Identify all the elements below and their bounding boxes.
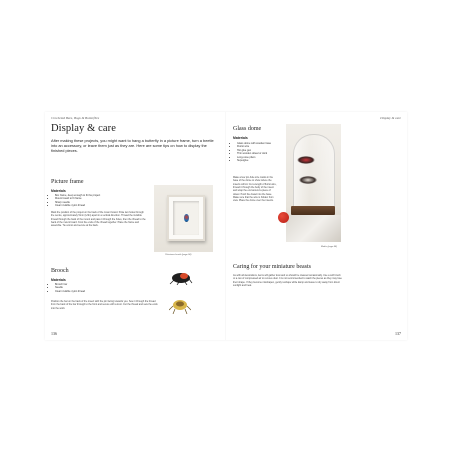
right-page [226, 112, 407, 340]
book-spread [45, 112, 407, 340]
list-item: • Box frame, deep enough to fit the project [55, 194, 151, 197]
glass-dome-materials-label: Materials [233, 136, 248, 140]
list-item: • Needle [55, 286, 151, 289]
brooch-heading: Brooch [51, 268, 69, 274]
wooden-base [291, 206, 335, 215]
glass-dome [293, 134, 335, 210]
brooch-instructions: Position the bar on the back of the insect with the pin facing towards you. Sew it through the thread from the back of the bar through to the front and secure with a knot. Cut the thread and sew the ends into the work. [51, 300, 158, 310]
caring-paragraph: As with all decorations, items will gather dust and so should be cleaned occasionally. Use a soft brush or a can of compressed air to remove dust. It is not recommended to wash the pieces as they may lose their shape. If they become misshapen, gently reshape while damp and leave to dry away from direct sunlight and heat. [233, 274, 342, 288]
running-head-right: Display & care [380, 116, 401, 120]
yellow-bug-brooch-icon [169, 296, 191, 314]
glass-dome-instructions: Make a few pin-hole size marks in the base of the dome to show where the insects will sit. Cut a length of florist wire, thread it through the body of the insect and wrap the end around a piece of dowel. Push the dowel into the base. Make sure that the wire is hidden from view. Place the dome over the insects. [233, 176, 277, 203]
left-page [45, 112, 226, 340]
marble-surface [286, 215, 341, 242]
list-item: • Florist wire [237, 145, 281, 148]
list-item: • Long-nose pliers [237, 156, 281, 159]
list-item: • Brooch bar [55, 283, 151, 286]
running-head-left: Crocheted Bees, Bugs & Butterflies [51, 116, 100, 120]
page-title: Display & care [51, 123, 116, 134]
list-item: • Clear invisible nylon thread [55, 204, 151, 207]
black-beetle-brooch-icon [168, 269, 193, 285]
red-yarn-ball-icon [278, 212, 289, 223]
white-moth-icon [299, 176, 317, 184]
box-frame [167, 195, 205, 241]
brooch-materials-label: Materials [51, 278, 66, 282]
glass-dome-materials-list [233, 142, 281, 162]
red-moth-icon [297, 156, 315, 164]
list-item: • Hot glue gun [237, 149, 281, 152]
glass-dome-heading: Glass dome [233, 126, 262, 132]
picture-frame-materials-list [51, 194, 151, 208]
picture-frame-caption: Christmas beetle (page 50) [165, 254, 192, 256]
picture-frame-materials-label: Materials [51, 189, 66, 193]
list-item: • Mount board to fit frame [55, 197, 151, 200]
beetle-icon [184, 214, 189, 222]
brooch-materials-list [51, 283, 151, 293]
page-number-left: 136 [51, 331, 57, 336]
framed-beetle-photo [154, 185, 213, 252]
picture-frame-instructions: Mark the position of the project on the back of the mount board. Poke two holes through the centre, approximately 5mm (1/4in) apart in a vertical direction. Thread the invisible thread through the back of the mount and pass it through the holes, then the thread to the back of the mount board. Knot the ends of the thread together. Place the frame and assemble. Tie a knot and secure at the back. [51, 211, 146, 228]
picture-frame-heading: Picture frame [51, 179, 84, 185]
page-number-right: 137 [395, 331, 401, 336]
list-item: • Thin wooden dowel or stick [237, 152, 281, 155]
list-item: • Clear invisible nylon thread [55, 290, 151, 293]
intro-paragraph: After making these projects, you might want to hang a butterfly in a picture frame, turn a beetle into an accessory, or leave them just as they are. Here are some tips on how to display the finished pieces. [51, 138, 214, 154]
list-item: • Superglue [237, 159, 281, 162]
caring-heading: Caring for your miniature beasts [233, 264, 311, 270]
list-item: • Sharp needle [55, 201, 151, 204]
glass-dome-photo [286, 124, 341, 242]
list-item: • Glass dome with wooden base [237, 142, 281, 145]
glass-dome-caption: Moths (page 56) [321, 246, 337, 248]
